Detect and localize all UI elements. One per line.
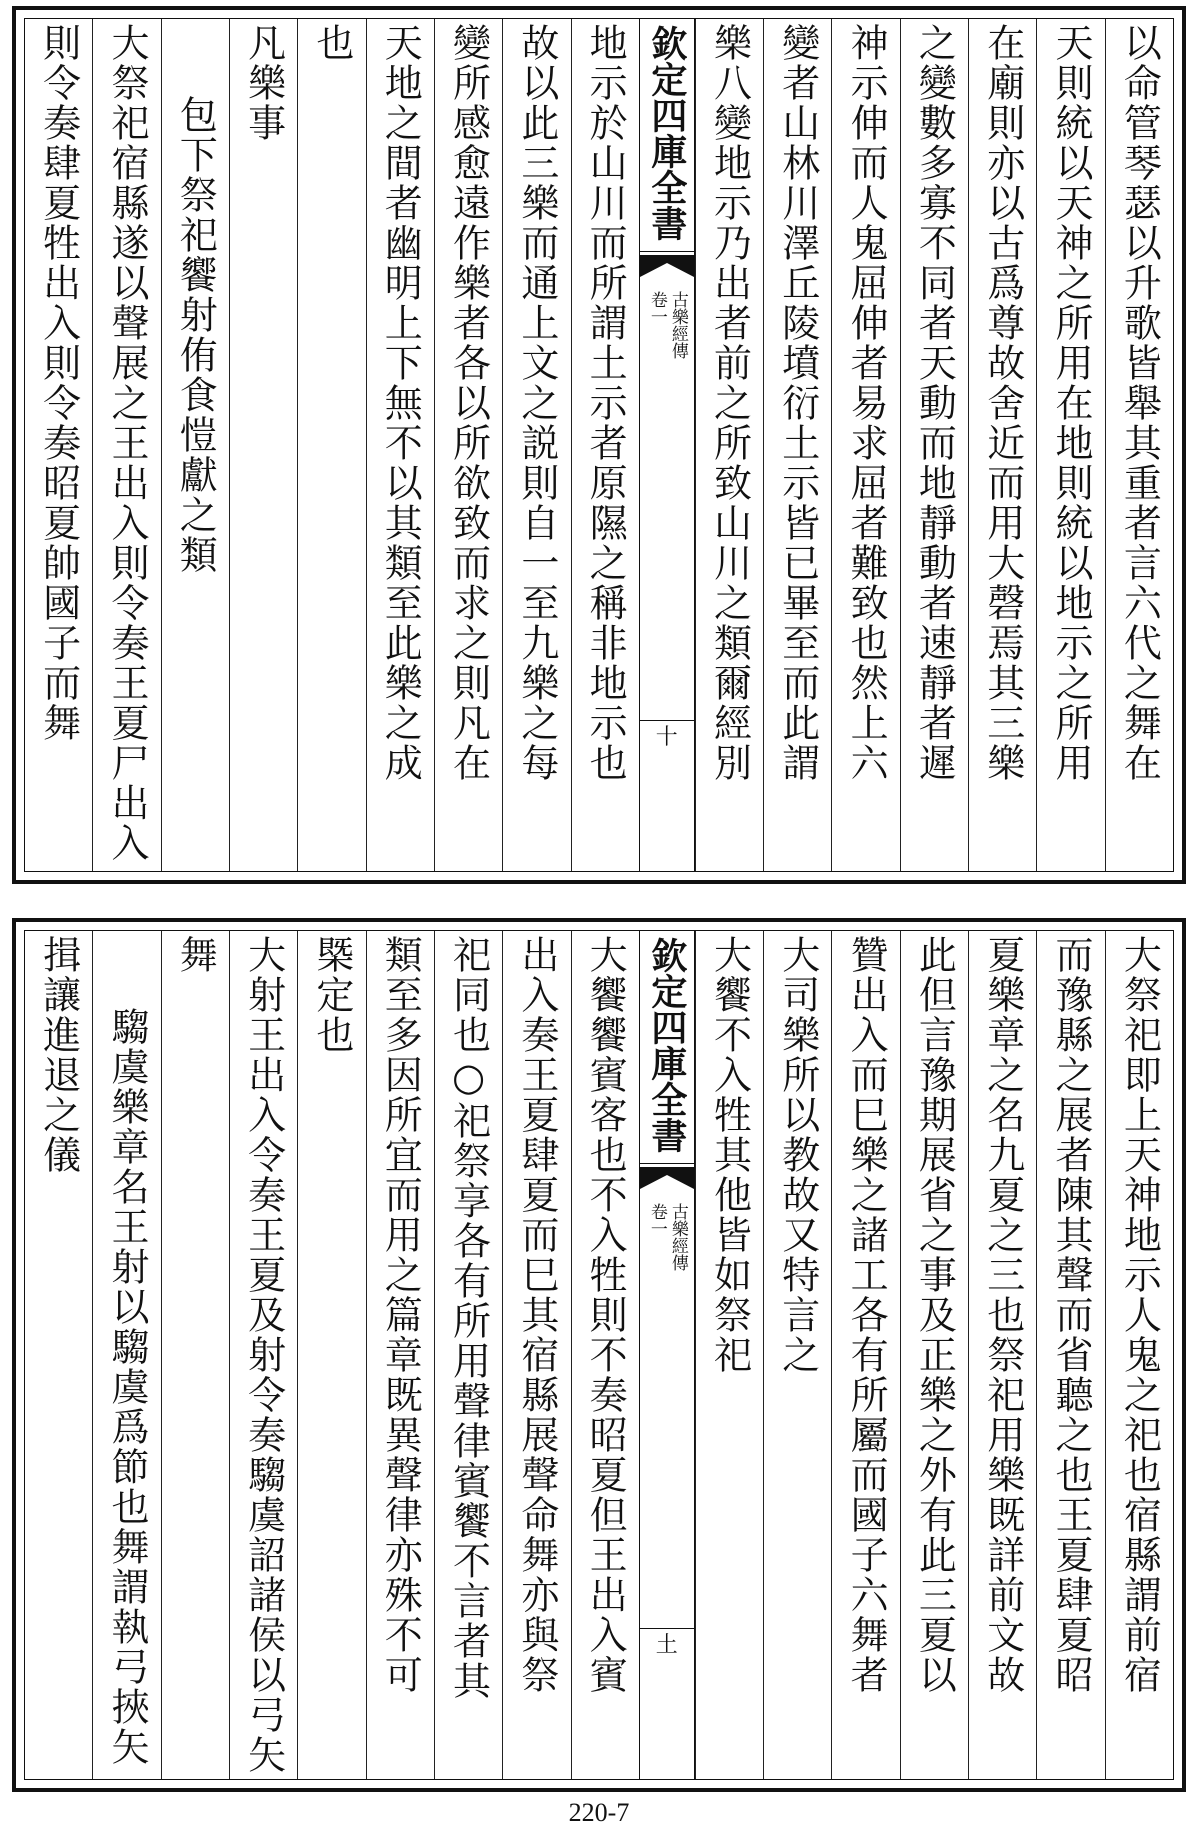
text-column bbox=[366, 19, 434, 871]
column-text: 也 bbox=[309, 23, 354, 63]
column-text: 變者山林川澤丘陵墳衍土示皆已畢至而此謂 bbox=[775, 23, 820, 783]
column-text: 則令奏肆夏牲出入則令奏昭夏帥國子而舞 bbox=[36, 23, 81, 743]
text-column bbox=[695, 931, 763, 1779]
text-column bbox=[763, 19, 831, 871]
text-column bbox=[297, 931, 365, 1779]
text-column bbox=[900, 931, 968, 1779]
book-title: 欽定四庫全書 bbox=[645, 937, 688, 1153]
fish-tail-mark bbox=[640, 1167, 694, 1189]
column-text: 在廟則亦以古爲尊故舍近而用大磬焉其三樂 bbox=[980, 23, 1025, 783]
text-column bbox=[297, 19, 365, 871]
column-text: 凡樂事 bbox=[241, 23, 286, 143]
page-footer-number: 220-7 bbox=[568, 1798, 630, 1827]
column-text: 之變數多寡不同者天動而地靜動者速靜者遲 bbox=[912, 23, 957, 783]
column-text: 樂八變地示乃出者前之所致山川之類爾經別 bbox=[707, 23, 752, 783]
text-column bbox=[92, 931, 160, 1779]
chapter-title: 古樂經傳 bbox=[667, 291, 688, 359]
margin-rule bbox=[640, 251, 694, 252]
column-text: 贊出入而巳樂之諸工各有所屬而國子六舞者 bbox=[844, 935, 889, 1695]
fish-tail-mark bbox=[640, 255, 694, 277]
margin-rule bbox=[640, 1163, 694, 1164]
folio-number: 土 bbox=[655, 1633, 678, 1658]
text-column bbox=[1105, 19, 1173, 871]
bottom-page bbox=[12, 918, 1186, 1792]
column-text: 大祭祀即上天神地示人鬼之祀也宿縣謂前宿 bbox=[1117, 935, 1162, 1695]
text-column bbox=[229, 931, 297, 1779]
column-text: 天地之間者幽明上下無不以其類至此樂之成 bbox=[378, 23, 423, 783]
column-text: 神示伸而人鬼屈伸者易求屈者難致也然上六 bbox=[844, 23, 889, 783]
text-column bbox=[1105, 931, 1173, 1779]
top-page bbox=[12, 6, 1186, 884]
text-column bbox=[25, 931, 92, 1779]
column-text: 類至多因所宜而用之篇章既異聲律亦殊不可 bbox=[378, 935, 423, 1695]
text-column bbox=[92, 19, 160, 871]
column-text: 大射王出入令奏王夏及射令奏騶虞詔諸侯以弓矢 bbox=[241, 935, 286, 1775]
text-column bbox=[831, 931, 899, 1779]
bottom-page-frame bbox=[24, 930, 1174, 1780]
book-title: 欽定四庫全書 bbox=[645, 25, 688, 241]
column-text: 而豫縣之展者陳其聲而省聽之也王夏肆夏昭 bbox=[1049, 935, 1094, 1695]
column-text: 變所感愈遠作樂者各以所欲致而求之則凡在 bbox=[446, 23, 491, 783]
column-text: 騶虞樂章名王射以騶虞爲節也舞謂執弓挾矢 bbox=[104, 1007, 149, 1767]
column-text: 祀同也○祀祭享各有所用聲律賓饗不言者其 bbox=[446, 935, 491, 1701]
column-text: 大司樂所以教故又特言之 bbox=[775, 935, 820, 1375]
text-column bbox=[161, 19, 229, 871]
center-margin bbox=[639, 931, 695, 1779]
column-text: 出入奏王夏肆夏而巳其宿縣展聲命舞亦與祭 bbox=[514, 935, 559, 1695]
top-page-frame bbox=[24, 18, 1174, 872]
text-column bbox=[900, 19, 968, 871]
text-column bbox=[434, 19, 502, 871]
text-column bbox=[229, 19, 297, 871]
column-text: 包下祭祀饗射侑食愷獻之類 bbox=[173, 95, 218, 575]
chapter-title: 古樂經傳 bbox=[667, 1203, 688, 1271]
text-column bbox=[502, 931, 570, 1779]
column-text: 大祭祀宿縣遂以聲展之王出入則令奏王夏尸出入 bbox=[104, 23, 149, 863]
text-column bbox=[695, 19, 763, 871]
text-column bbox=[968, 931, 1036, 1779]
column-text: 天則統以天神之所用在地則統以地示之所用 bbox=[1049, 23, 1094, 783]
text-column bbox=[366, 931, 434, 1779]
chapter-label bbox=[640, 291, 694, 359]
column-text: 揖讓進退之儀 bbox=[36, 935, 81, 1175]
chapter-label bbox=[640, 1203, 694, 1271]
text-column bbox=[25, 19, 92, 871]
column-text: 以命管琴瑟以升歌皆舉其重者言六代之舞在 bbox=[1117, 23, 1162, 783]
text-column bbox=[502, 19, 570, 871]
text-column bbox=[161, 931, 229, 1779]
column-text: 大饗饗賓客也不入牲則不奏昭夏但王出入賓 bbox=[583, 935, 628, 1695]
text-column bbox=[1036, 931, 1104, 1779]
text-column bbox=[1036, 19, 1104, 871]
column-text: 大饗不入牲其他皆如祭祀 bbox=[707, 935, 752, 1375]
text-column bbox=[763, 931, 831, 1779]
text-column bbox=[968, 19, 1036, 871]
text-column bbox=[831, 19, 899, 871]
center-margin bbox=[639, 19, 695, 871]
text-column bbox=[434, 931, 502, 1779]
column-text: 舞 bbox=[173, 935, 218, 975]
text-column bbox=[571, 931, 639, 1779]
column-text: 故以此三樂而通上文之説則自一至九樂之每 bbox=[514, 23, 559, 783]
column-text: 槩定也 bbox=[309, 935, 354, 1055]
volume-label: 卷一 bbox=[646, 1203, 667, 1237]
folio-number: 十 bbox=[655, 725, 678, 750]
column-text: 地示於山川而所謂土示者原隰之稱非地示也 bbox=[583, 23, 628, 783]
text-column bbox=[571, 19, 639, 871]
volume-label: 卷一 bbox=[646, 291, 667, 325]
column-text: 此但言豫期展省之事及正樂之外有此三夏以 bbox=[912, 935, 957, 1695]
column-text: 夏樂章之名九夏之三也祭祀用樂既詳前文故 bbox=[980, 935, 1025, 1695]
